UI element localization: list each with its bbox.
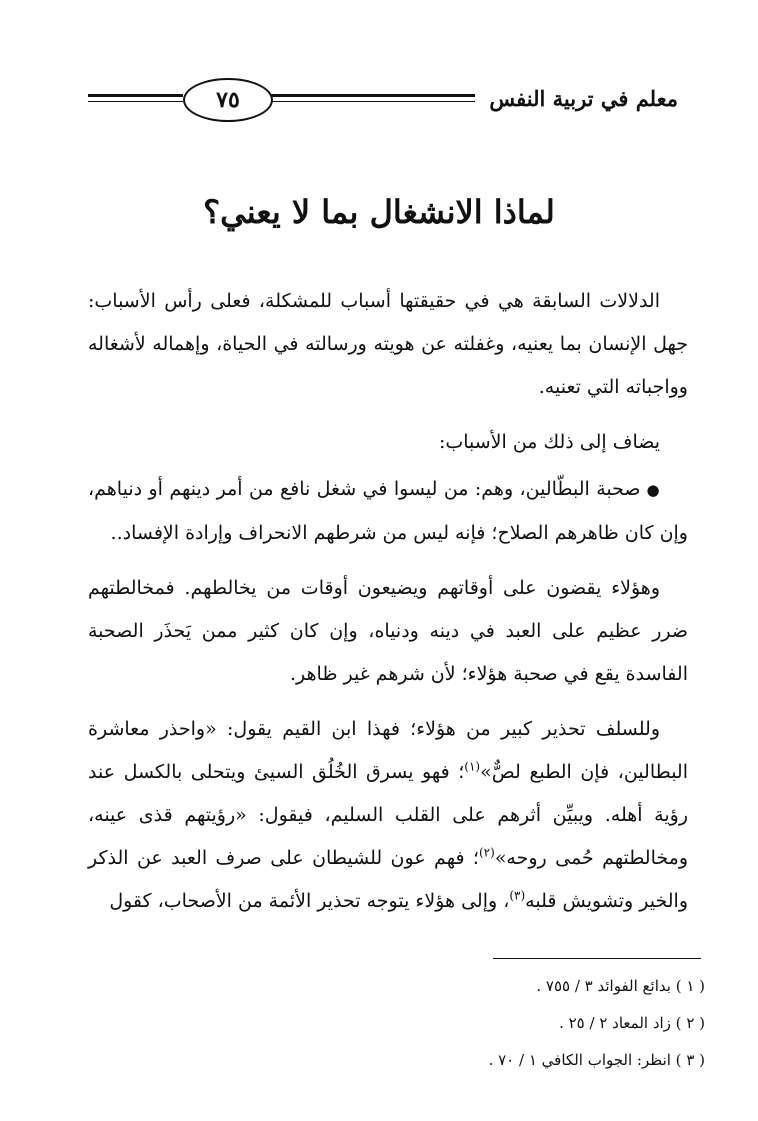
header-rule-left-thin <box>88 101 183 102</box>
bullet-icon: ● <box>646 481 660 499</box>
paragraph-salaf-warning <box>88 708 688 923</box>
running-title: معلم في تربية النفس <box>489 86 678 111</box>
footnote-ref-1: (١) <box>464 759 481 774</box>
quote-part-3: ؛ فهم عون للشيطان على صرف العبد عن الذكر والخير وتشويش قلبه <box>88 847 688 912</box>
paragraph-idlers-text: صحبة البطّالين، وهم: من ليسوا في شغل نافع من أمر دينهم أو دنياهم، وإن كان ظاهرهم الصلاح؛ فإنه ليس من شرطهم الانحراف وإرادة الإفساد.. <box>88 478 688 544</box>
header-rule-right-thick <box>269 94 475 97</box>
footnote-1: ( ١ ) بدائع الفوائد ٣ / ٧٥٥ . <box>536 977 705 995</box>
page-header <box>88 72 678 122</box>
paragraph-additional-causes: يضاف إلى ذلك من الأسباب: <box>438 431 660 453</box>
header-rule-right-thin <box>269 101 475 102</box>
header-rule-left-thick <box>88 94 183 97</box>
footnote-ref-3: (٣) <box>509 888 526 903</box>
footnote-2: ( ٢ ) زاد المعاد ٢ / ٢٥ . <box>559 1014 705 1032</box>
quote-part-4: ، وإلى هؤلاء يتوجه تحذير الأئمة من الأصحاب، كقول <box>109 890 510 912</box>
main-text <box>88 280 688 935</box>
footnote-separator <box>493 958 701 959</box>
paragraph-causes: الدلالات السابقة هي في حقيقتها أسباب للمشكلة، فعلى رأس الأسباب: جهل الإنسان بما يعنيه، وغفلته عن هويته ورسالته في الحياة، وإهماله لأشغاله وواجباته التي تعنيه. <box>88 290 688 398</box>
paragraph-harm: وهؤلاء يقضون على أوقاتهم ويضيعون أوقات من يخالطهم. فمخالطتهم ضرر عظيم على العبد في دينه ودنياه، وإن كان كثير ممن يَحذَر الصحبة الفاسدة يقع في صحبة هؤلاء؛ لأن شرهم غير ظاهر. <box>88 577 688 685</box>
footnote-3: ( ٣ ) انظر: الجواب الكافي ١ / ٧٠ . <box>488 1051 705 1069</box>
footnote-ref-2: (٢) <box>478 845 495 860</box>
chapter-title: لماذا الانشغال بما لا يعني؟ <box>203 193 555 231</box>
footnotes <box>300 968 705 1079</box>
paragraph-idlers <box>88 468 688 555</box>
quote-part-1: وللسلف تحذير كبير من هؤلاء؛ فهذا ابن القيم يقول: «واحذر معاشرة البطالين، فإن الطبع لصٌّ» <box>88 718 688 783</box>
quote-part-2: ؛ فهو يسرق الخُلُق السيئ ويتحلى بالكسل عند رؤية أهله. ويبيِّن أثرهم على القلب السليم، فيقول: «رؤيتهم قذى عينه، ومخالطتهم حُمى روحه» <box>88 761 688 869</box>
page-number: ٧٥ <box>183 78 273 122</box>
